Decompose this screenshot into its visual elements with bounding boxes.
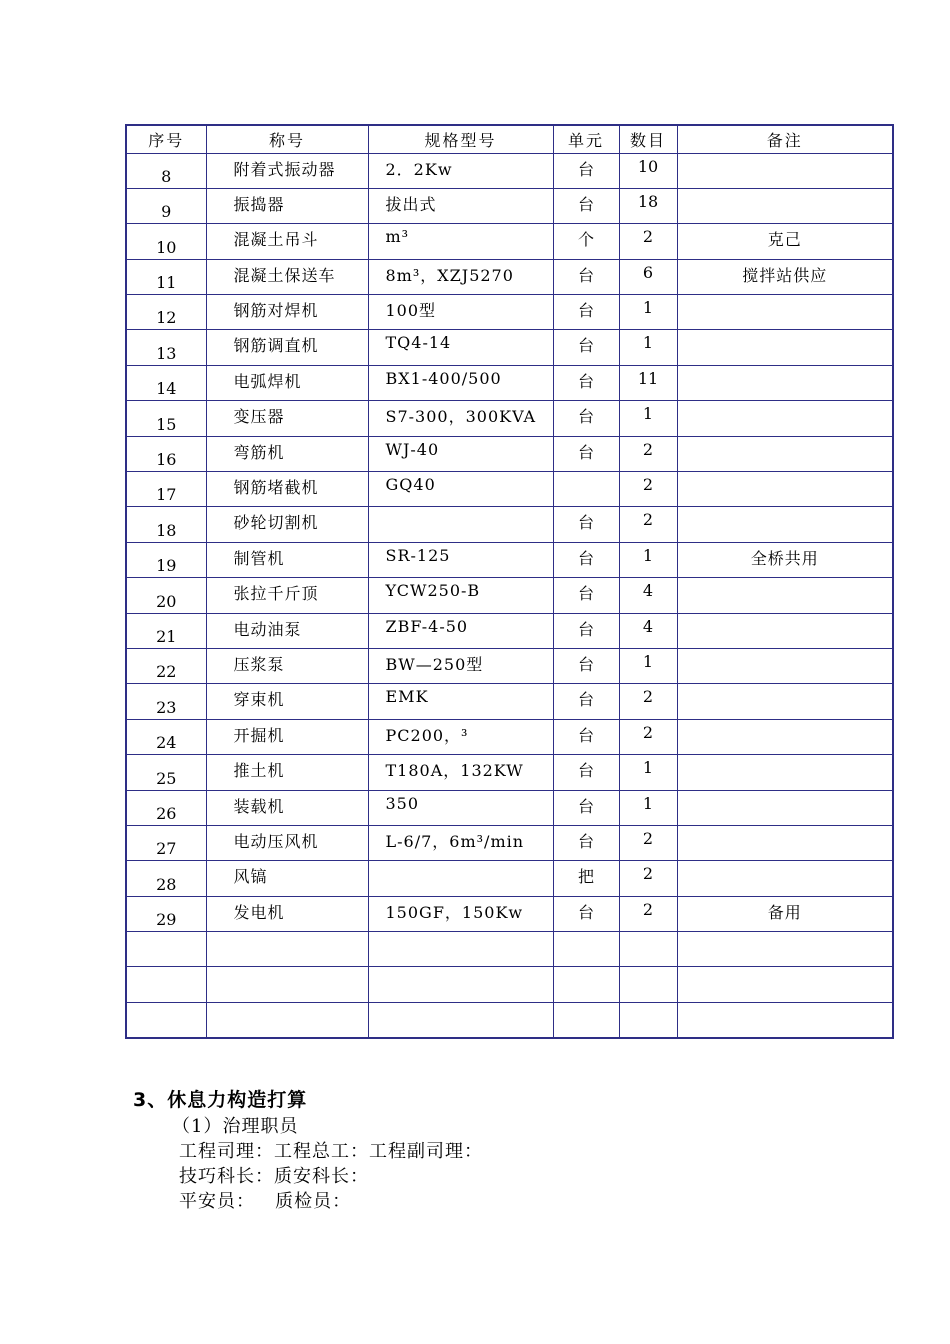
- cell-note: [677, 436, 893, 471]
- cell-note: [677, 932, 893, 967]
- cell-note: [677, 578, 893, 613]
- cell-seq: 10: [126, 224, 206, 259]
- cell-name: 装载机: [206, 790, 368, 825]
- table-row: [126, 436, 893, 471]
- table-row: [126, 648, 893, 683]
- cell-unit: 台: [553, 825, 619, 860]
- cell-seq: 22: [126, 648, 206, 683]
- cell-unit: [553, 1002, 619, 1037]
- cell-spec: 100型: [368, 295, 553, 330]
- table-row: [126, 153, 893, 188]
- cell-spec: [368, 507, 553, 542]
- cell-seq: 15: [126, 401, 206, 436]
- cell-note: [677, 825, 893, 860]
- cell-seq: 19: [126, 542, 206, 577]
- cell-name: 混凝土保送车: [206, 259, 368, 294]
- cell-unit: 台: [553, 259, 619, 294]
- cell-unit: 台: [553, 896, 619, 931]
- header-unit: 单元: [553, 125, 619, 153]
- cell-note: [677, 507, 893, 542]
- cell-unit: 台: [553, 755, 619, 790]
- cell-name: 穿束机: [206, 684, 368, 719]
- cell-qty: 4: [619, 578, 677, 613]
- cell-seq: 18: [126, 507, 206, 542]
- cell-name: 张拉千斤顶: [206, 578, 368, 613]
- cell-qty: 2: [619, 896, 677, 931]
- cell-spec: L-6/7，6m³/min: [368, 825, 553, 860]
- cell-seq: 13: [126, 330, 206, 365]
- cell-qty: 11: [619, 365, 677, 400]
- cell-note: [677, 188, 893, 223]
- cell-qty: 1: [619, 648, 677, 683]
- header-qty: 数目: [619, 125, 677, 153]
- table-row: [126, 224, 893, 259]
- cell-seq: 14: [126, 365, 206, 400]
- table-row: [126, 684, 893, 719]
- cell-name: 附着式振动器: [206, 153, 368, 188]
- cell-spec: S7-300，300KVA: [368, 401, 553, 436]
- cell-spec: 2．2Kw: [368, 153, 553, 188]
- header-spec: 规格型号: [368, 125, 553, 153]
- cell-qty: 2: [619, 684, 677, 719]
- cell-unit: 台: [553, 436, 619, 471]
- cell-name: 发电机: [206, 896, 368, 931]
- cell-unit: 台: [553, 719, 619, 754]
- cell-note: [677, 719, 893, 754]
- cell-name: 风镐: [206, 861, 368, 896]
- cell-note: [677, 365, 893, 400]
- table-row: [126, 188, 893, 223]
- cell-name: 钢筋堵截机: [206, 472, 368, 507]
- cell-note: [677, 861, 893, 896]
- cell-qty: 18: [619, 188, 677, 223]
- cell-spec: ZBF-4-50: [368, 613, 553, 648]
- table-row: [126, 825, 893, 860]
- cell-note: 克己: [677, 224, 893, 259]
- cell-unit: 台: [553, 613, 619, 648]
- cell-qty: 2: [619, 472, 677, 507]
- cell-note: [677, 755, 893, 790]
- cell-qty: 2: [619, 507, 677, 542]
- cell-name: 钢筋对焊机: [206, 295, 368, 330]
- cell-seq: 29: [126, 896, 206, 931]
- header-name: 称号: [206, 125, 368, 153]
- table-row: [126, 295, 893, 330]
- cell-seq: 9: [126, 188, 206, 223]
- cell-qty: 2: [619, 436, 677, 471]
- table-row: [126, 507, 893, 542]
- cell-qty: 2: [619, 861, 677, 896]
- table-row: [126, 790, 893, 825]
- cell-seq: 16: [126, 436, 206, 471]
- cell-note: [677, 401, 893, 436]
- cell-unit: [553, 932, 619, 967]
- cell-name: 钢筋调直机: [206, 330, 368, 365]
- table-row: [126, 967, 893, 1002]
- cell-name: 制管机: [206, 542, 368, 577]
- cell-spec: EMK: [368, 684, 553, 719]
- cell-note: 搅拌站供应: [677, 259, 893, 294]
- cell-name: 电动压风机: [206, 825, 368, 860]
- cell-unit: 台: [553, 648, 619, 683]
- cell-name: 电动油泵: [206, 613, 368, 648]
- table-row: [126, 330, 893, 365]
- cell-unit: 台: [553, 188, 619, 223]
- cell-name: 砂轮切割机: [206, 507, 368, 542]
- cell-qty: 4: [619, 613, 677, 648]
- table-row: [126, 896, 893, 931]
- cell-unit: 台: [553, 790, 619, 825]
- cell-seq: 24: [126, 719, 206, 754]
- cell-note: [677, 790, 893, 825]
- cell-spec: 拔出式: [368, 188, 553, 223]
- header-note: 备注: [677, 125, 893, 153]
- cell-note: [677, 295, 893, 330]
- table-row: [126, 1002, 893, 1037]
- cell-note: [677, 153, 893, 188]
- cell-spec: m³: [368, 224, 553, 259]
- cell-seq: 23: [126, 684, 206, 719]
- equipment-table: [125, 124, 894, 1039]
- cell-seq: 27: [126, 825, 206, 860]
- cell-unit: 台: [553, 578, 619, 613]
- sub-heading: （1）治理职员: [172, 1116, 299, 1137]
- cell-note: [677, 1002, 893, 1037]
- cell-qty: 1: [619, 330, 677, 365]
- cell-seq: 11: [126, 259, 206, 294]
- cell-name: [206, 967, 368, 1002]
- cell-seq: 25: [126, 755, 206, 790]
- cell-name: 混凝土吊斗: [206, 224, 368, 259]
- cell-seq: 21: [126, 613, 206, 648]
- cell-name: 压浆泵: [206, 648, 368, 683]
- cell-spec: PC200，³: [368, 719, 553, 754]
- cell-unit: 台: [553, 401, 619, 436]
- cell-spec: [368, 967, 553, 1002]
- cell-name: 开掘机: [206, 719, 368, 754]
- cell-qty: 1: [619, 295, 677, 330]
- cell-qty: 2: [619, 825, 677, 860]
- cell-seq: [126, 932, 206, 967]
- cell-name: 弯筋机: [206, 436, 368, 471]
- cell-qty: [619, 932, 677, 967]
- cell-seq: [126, 1002, 206, 1037]
- cell-qty: 2: [619, 719, 677, 754]
- cell-qty: 10: [619, 153, 677, 188]
- table-row: [126, 472, 893, 507]
- cell-qty: [619, 1002, 677, 1037]
- table-header-row: [126, 125, 893, 153]
- cell-unit: 个: [553, 224, 619, 259]
- cell-spec: YCW250-B: [368, 578, 553, 613]
- cell-note: [677, 648, 893, 683]
- cell-qty: 2: [619, 224, 677, 259]
- table-row: [126, 401, 893, 436]
- cell-qty: 1: [619, 755, 677, 790]
- staff-line-1: 工程司理：工程总工：工程副司理：: [179, 1141, 483, 1162]
- cell-qty: 1: [619, 401, 677, 436]
- cell-name: [206, 932, 368, 967]
- cell-spec: [368, 932, 553, 967]
- staff-line-2: 技巧科长：质安科长：: [179, 1166, 369, 1187]
- staff-line-3: 平安员： 质检员：: [179, 1191, 352, 1212]
- cell-spec: WJ-40: [368, 436, 553, 471]
- cell-spec: T180A，132KW: [368, 755, 553, 790]
- cell-spec: BW—250型: [368, 648, 553, 683]
- table-row: [126, 755, 893, 790]
- cell-note: 备用: [677, 896, 893, 931]
- cell-note: [677, 684, 893, 719]
- cell-spec: GQ40: [368, 472, 553, 507]
- table-row: [126, 719, 893, 754]
- cell-qty: 1: [619, 790, 677, 825]
- cell-seq: 20: [126, 578, 206, 613]
- cell-note: [677, 967, 893, 1002]
- cell-spec: [368, 861, 553, 896]
- cell-name: 推土机: [206, 755, 368, 790]
- cell-unit: 台: [553, 365, 619, 400]
- cell-note: [677, 472, 893, 507]
- cell-unit: [553, 967, 619, 1002]
- cell-spec: TQ4-14: [368, 330, 553, 365]
- cell-seq: 26: [126, 790, 206, 825]
- cell-unit: 台: [553, 153, 619, 188]
- table-row: [126, 613, 893, 648]
- cell-unit: 台: [553, 507, 619, 542]
- cell-spec: SR-125: [368, 542, 553, 577]
- cell-unit: 台: [553, 542, 619, 577]
- table-body: [126, 153, 893, 1038]
- table-row: [126, 542, 893, 577]
- section-heading: 3、休息力构造打算: [133, 1089, 308, 1111]
- cell-note: [677, 330, 893, 365]
- cell-unit: [553, 472, 619, 507]
- cell-name: [206, 1002, 368, 1037]
- cell-note: 全桥共用: [677, 542, 893, 577]
- cell-name: 电弧焊机: [206, 365, 368, 400]
- cell-spec: 350: [368, 790, 553, 825]
- cell-name: 变压器: [206, 401, 368, 436]
- cell-seq: 12: [126, 295, 206, 330]
- cell-spec: 150GF，150Kw: [368, 896, 553, 931]
- table-row: [126, 365, 893, 400]
- cell-unit: 台: [553, 295, 619, 330]
- cell-name: 振捣器: [206, 188, 368, 223]
- cell-qty: [619, 967, 677, 1002]
- table-row: [126, 259, 893, 294]
- cell-unit: 把: [553, 861, 619, 896]
- cell-seq: 8: [126, 153, 206, 188]
- table-row: [126, 578, 893, 613]
- table-row: [126, 861, 893, 896]
- table-row: [126, 932, 893, 967]
- cell-seq: 17: [126, 472, 206, 507]
- header-seq: 序号: [126, 125, 206, 153]
- cell-qty: 6: [619, 259, 677, 294]
- cell-unit: 台: [553, 330, 619, 365]
- cell-spec: [368, 1002, 553, 1037]
- cell-note: [677, 613, 893, 648]
- cell-unit: 台: [553, 684, 619, 719]
- cell-seq: 28: [126, 861, 206, 896]
- cell-seq: [126, 967, 206, 1002]
- cell-spec: BX1-400/500: [368, 365, 553, 400]
- cell-spec: 8m³，XZJ5270: [368, 259, 553, 294]
- cell-qty: 1: [619, 542, 677, 577]
